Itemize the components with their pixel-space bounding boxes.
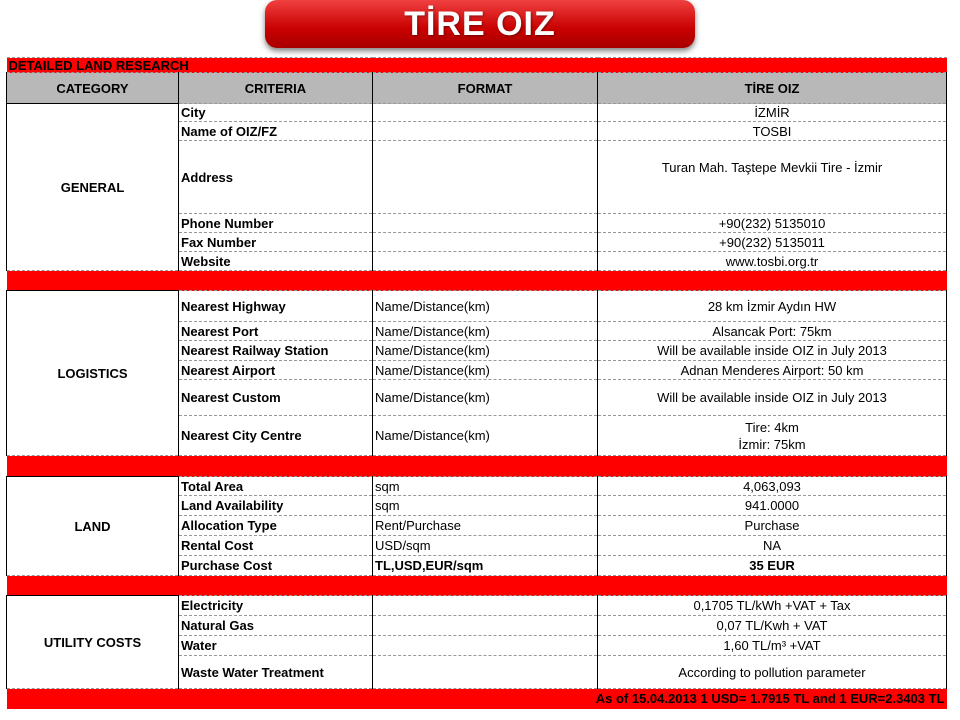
criteria-cell: Name of OIZ/FZ [179, 122, 373, 141]
value-cell [598, 416, 947, 456]
header-format: FORMAT [373, 73, 598, 104]
header-value: TİRE OIZ [598, 73, 947, 104]
format-cell [373, 252, 598, 271]
header-criteria: CRITERIA [179, 73, 373, 104]
format-cell: sqm [373, 496, 598, 516]
format-cell: TL,USD,EUR/sqm [373, 556, 598, 576]
separator-row [7, 576, 947, 596]
format-cell: Name/Distance(km) [373, 361, 598, 380]
website-link[interactable]: www.tosbi.org.tr [598, 252, 947, 271]
format-cell: Name/Distance(km) [373, 416, 598, 456]
criteria-cell: Total Area [179, 477, 373, 496]
value-cell: Adnan Menderes Airport: 50 km [598, 361, 947, 380]
criteria-cell: Nearest Airport [179, 361, 373, 380]
table-row [7, 291, 947, 322]
format-cell: USD/sqm [373, 536, 598, 556]
criteria-cell: City [179, 104, 373, 122]
category-logistics: LOGISTICS [7, 291, 179, 456]
value-cell: İZMİR [598, 104, 947, 122]
land-research-table [6, 57, 947, 709]
exchange-rate-note: As of 15.04.2013 1 USD= 1.7915 TL and 1 EUR=2.3403 TL [7, 689, 947, 709]
format-cell [373, 616, 598, 636]
page-title: TİRE OIZ [404, 4, 556, 43]
table-title: DETAILED LAND RESEARCH [7, 58, 947, 73]
criteria-cell: Fax Number [179, 233, 373, 252]
title-banner [265, 0, 695, 48]
category-utility: UTILITY COSTS [7, 596, 179, 689]
table-title-row [7, 58, 947, 73]
value-cell: 0,1705 TL/kWh +VAT + Tax [598, 596, 947, 616]
format-cell [373, 596, 598, 616]
format-cell [373, 104, 598, 122]
table-row [7, 477, 947, 496]
header-row [7, 73, 947, 104]
criteria-cell: Website [179, 252, 373, 271]
criteria-cell: Address [179, 141, 373, 214]
value-cell: NA [598, 536, 947, 556]
format-cell: Name/Distance(km) [373, 341, 598, 361]
format-cell: Rent/Purchase [373, 516, 598, 536]
format-cell: Name/Distance(km) [373, 322, 598, 341]
format-cell [373, 656, 598, 689]
value-cell: 0,07 TL/Kwh + VAT [598, 616, 947, 636]
format-cell: sqm [373, 477, 598, 496]
value-cell: 28 km İzmir Aydın HW [598, 291, 947, 322]
category-general: GENERAL [7, 104, 179, 271]
header-category: CATEGORY [7, 73, 179, 104]
value-cell: Will be available inside OIZ in July 2013 [598, 380, 947, 416]
format-cell [373, 233, 598, 252]
category-land: LAND [7, 477, 179, 576]
format-cell: Name/Distance(km) [373, 380, 598, 416]
value-cell: 1,60 TL/m³ +VAT [598, 636, 947, 656]
value-cell: 941.0000 [598, 496, 947, 516]
value-cell: Turan Mah. Taştepe Mevkii Tire - İzmir [598, 141, 947, 214]
value-cell: 4,063,093 [598, 477, 947, 496]
criteria-cell: Land Availability [179, 496, 373, 516]
criteria-cell: Nearest Custom [179, 380, 373, 416]
criteria-cell: Nearest Railway Station [179, 341, 373, 361]
value-cell: According to pollution parameter [598, 656, 947, 689]
value-cell: +90(232) 5135011 [598, 233, 947, 252]
table-row [7, 596, 947, 616]
separator-row [7, 271, 947, 291]
criteria-cell: Waste Water Treatment [179, 656, 373, 689]
value-cell: 35 EUR [598, 556, 947, 576]
criteria-cell: Nearest Highway [179, 291, 373, 322]
criteria-cell: Natural Gas [179, 616, 373, 636]
format-cell [373, 636, 598, 656]
criteria-cell: Purchase Cost [179, 556, 373, 576]
table-row [7, 104, 947, 122]
criteria-cell: Nearest Port [179, 322, 373, 341]
criteria-cell: Water [179, 636, 373, 656]
value-cell: +90(232) 5135010 [598, 214, 947, 233]
value-line: Tire: 4km [745, 419, 799, 435]
value-line: İzmir: 75km [738, 436, 806, 452]
value-cell: Purchase [598, 516, 947, 536]
value-cell: TOSBI [598, 122, 947, 141]
value-cell: Alsancak Port: 75km [598, 322, 947, 341]
format-cell [373, 214, 598, 233]
footer-row [7, 689, 947, 709]
criteria-cell: Rental Cost [179, 536, 373, 556]
separator-row [7, 456, 947, 477]
criteria-cell: Nearest City Centre [179, 416, 373, 456]
criteria-cell: Phone Number [179, 214, 373, 233]
format-cell: Name/Distance(km) [373, 291, 598, 322]
format-cell [373, 141, 598, 214]
value-cell: Will be available inside OIZ in July 2013 [598, 341, 947, 361]
format-cell [373, 122, 598, 141]
criteria-cell: Electricity [179, 596, 373, 616]
criteria-cell: Allocation Type [179, 516, 373, 536]
